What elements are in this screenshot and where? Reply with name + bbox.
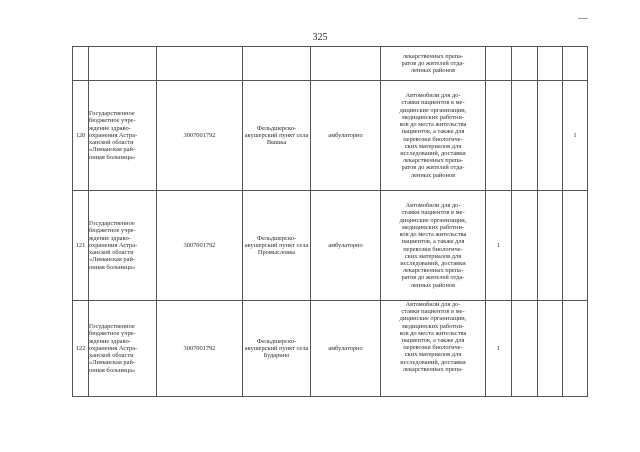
count-cell-1: 1 [486,301,512,397]
table-row [73,81,588,191]
row-number: 120 [73,81,89,191]
transport-note: лекарственных препа- ратов до жителей отда- ленных районов [381,47,486,81]
count-cell-2 [512,81,538,191]
row-number: 122 [73,301,89,397]
count-cell-4: 1 [563,81,588,191]
count-cell-1: 1 [486,191,512,301]
table-row [73,301,588,397]
facilities-table [72,46,588,397]
organization-name: Государственное бюджетное учре- ждение здраво- охранения Астра- ханской области «Лиманская рай- онная больница» [89,81,157,191]
count-cell-1 [486,81,512,191]
inn-code: 3007001792 [157,301,243,397]
care-type: амбулаторно [311,301,381,397]
inn-code: 3007001792 [157,191,243,301]
facility-name: Фельдшерско-акушерский пункт села Вышка [243,81,311,191]
page-number: 325 [312,32,328,43]
corner-mark [578,18,588,19]
facility-name: Фельдшерско-акушерский пункт села Бударино [243,301,311,397]
count-cell-2 [512,191,538,301]
count-cell-2 [512,301,538,397]
count-cell-4 [563,191,588,301]
transport-note: Автомобили для до- ставки пациентов в ме- дицинские организации, медицинских работни- ков до места жительства пациентов, а также для перевозки биологиче- ских материалов для исследований, доставки лекарственных препа- ратов до жителей отда- ленных районов [381,191,486,301]
table-row-continued [73,47,588,81]
facility-name: Фельдшерско-акушерский пункт села Промысловка [243,191,311,301]
care-type: амбулаторно [311,191,381,301]
table-row [73,191,588,301]
count-cell-3 [538,191,563,301]
count-cell-4 [563,301,588,397]
organization-name: Государственное бюджетное учре- ждение здраво- охранения Астра- ханской области «Лиманская рай- онная больница» [89,191,157,301]
organization-name: Государственное бюджетное учре- ждение здраво- охранения Астра- ханской области «Лиманская рай- онная больница» [89,301,157,397]
row-number: 121 [73,191,89,301]
transport-note: Автомобили для до- ставки пациентов в ме- дицинские организации, медицинских работни- ков до места жительства пациентов, а также для перевозки биологиче- ских материалов для исследований, доставки лекарственных препа- [381,301,486,397]
transport-note: Автомобили для до- ставки пациентов в ме- дицинские организации, медицинских работни- ков до места жительства пациентов, а также для перевозки биологиче- ских материалов для исследований, доставки лекарственных препа- ратов до жителей отда- ленных районов [381,81,486,191]
count-cell-3 [538,81,563,191]
count-cell-3 [538,301,563,397]
inn-code: 3007001792 [157,81,243,191]
care-type: амбулаторно [311,81,381,191]
